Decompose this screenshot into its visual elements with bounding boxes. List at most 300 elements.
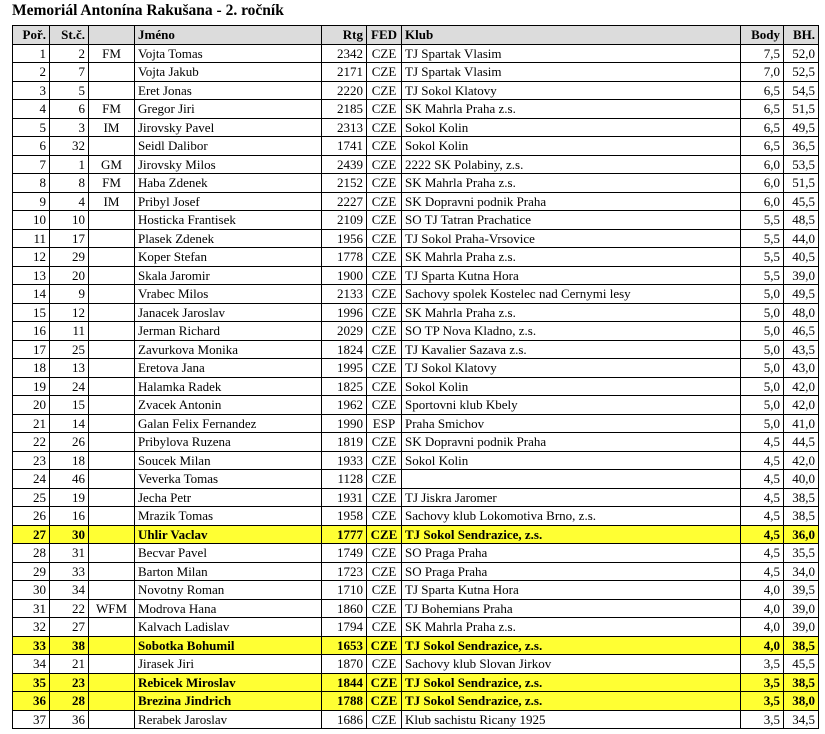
- points-cell: 4,0: [741, 636, 784, 655]
- table-row: [13, 81, 819, 100]
- standings-table: [12, 25, 819, 729]
- buchholz-cell: 43,0: [784, 359, 819, 378]
- start-number-cell: 19: [50, 488, 89, 507]
- points-cell: 6,5: [741, 118, 784, 137]
- rating-cell: 1931: [322, 488, 367, 507]
- start-number-cell: 28: [50, 692, 89, 711]
- federation-cell: CZE: [367, 100, 402, 119]
- start-number-cell: 9: [50, 285, 89, 304]
- player-name-cell: Rerabek Jaroslav: [135, 710, 322, 729]
- club-cell: Klub sachistu Ricany 1925: [402, 710, 741, 729]
- buchholz-cell: 34,0: [784, 562, 819, 581]
- player-name-cell: Uhlir Vaclav: [135, 525, 322, 544]
- title-cell: IM: [89, 192, 135, 211]
- points-cell: 4,5: [741, 451, 784, 470]
- federation-cell: CZE: [367, 488, 402, 507]
- table-row: [13, 692, 819, 711]
- rating-cell: 1900: [322, 266, 367, 285]
- club-cell: TJ Sokol Klatovy: [402, 81, 741, 100]
- table-row: [13, 470, 819, 489]
- rank-cell: 33: [13, 636, 50, 655]
- club-cell: TJ Sparta Kutna Hora: [402, 581, 741, 600]
- points-cell: 4,5: [741, 544, 784, 563]
- buchholz-cell: 38,5: [784, 636, 819, 655]
- points-cell: 6,5: [741, 100, 784, 119]
- start-number-cell: 27: [50, 618, 89, 637]
- rank-cell: 37: [13, 710, 50, 729]
- points-cell: 4,5: [741, 488, 784, 507]
- federation-cell: CZE: [367, 174, 402, 193]
- federation-cell: CZE: [367, 507, 402, 526]
- rating-cell: 1741: [322, 137, 367, 156]
- table-row: [13, 433, 819, 452]
- title-cell: [89, 655, 135, 674]
- start-number-cell: 20: [50, 266, 89, 285]
- rank-cell: 2: [13, 63, 50, 82]
- title-cell: [89, 433, 135, 452]
- club-cell: Sportovni klub Kbely: [402, 396, 741, 415]
- table-row: [13, 710, 819, 729]
- club-cell: [402, 470, 741, 489]
- title-cell: [89, 359, 135, 378]
- points-cell: 5,0: [741, 396, 784, 415]
- federation-cell: CZE: [367, 229, 402, 248]
- federation-cell: CZE: [367, 303, 402, 322]
- federation-cell: CZE: [367, 63, 402, 82]
- player-name-cell: Jerman Richard: [135, 322, 322, 341]
- federation-cell: CZE: [367, 340, 402, 359]
- rating-cell: 2342: [322, 44, 367, 63]
- table-row: [13, 414, 819, 433]
- buchholz-cell: 45,5: [784, 192, 819, 211]
- start-number-cell: 34: [50, 581, 89, 600]
- federation-cell: CZE: [367, 81, 402, 100]
- page-title: Memoriál Antonína Rakušana - 2. ročník: [12, 2, 284, 19]
- title-cell: [89, 211, 135, 230]
- rating-cell: 2185: [322, 100, 367, 119]
- start-number-cell: 31: [50, 544, 89, 563]
- rating-cell: 2439: [322, 155, 367, 174]
- start-number-cell: 7: [50, 63, 89, 82]
- buchholz-cell: 38,5: [784, 488, 819, 507]
- rating-cell: 1128: [322, 470, 367, 489]
- start-number-cell: 15: [50, 396, 89, 415]
- rank-cell: 5: [13, 118, 50, 137]
- club-cell: TJ Sokol Sendrazice, z.s.: [402, 692, 741, 711]
- federation-cell: CZE: [367, 377, 402, 396]
- rank-cell: 3: [13, 81, 50, 100]
- player-name-cell: Sobotka Bohumil: [135, 636, 322, 655]
- table-row: [13, 229, 819, 248]
- player-name-cell: Halamka Radek: [135, 377, 322, 396]
- points-cell: 4,0: [741, 618, 784, 637]
- title-cell: [89, 692, 135, 711]
- rating-cell: 1996: [322, 303, 367, 322]
- player-name-cell: Skala Jaromir: [135, 266, 322, 285]
- rating-cell: 1723: [322, 562, 367, 581]
- rating-cell: 1824: [322, 340, 367, 359]
- rank-cell: 30: [13, 581, 50, 600]
- col-header-name: Jméno: [135, 26, 322, 45]
- title-cell: [89, 673, 135, 692]
- table-row: [13, 673, 819, 692]
- title-cell: [89, 377, 135, 396]
- club-cell: Sokol Kolin: [402, 377, 741, 396]
- rating-cell: 1710: [322, 581, 367, 600]
- federation-cell: CZE: [367, 192, 402, 211]
- table-row: [13, 63, 819, 82]
- buchholz-cell: 48,5: [784, 211, 819, 230]
- club-cell: TJ Jiskra Jaromer: [402, 488, 741, 507]
- title-cell: FM: [89, 100, 135, 119]
- buchholz-cell: 54,5: [784, 81, 819, 100]
- club-cell: SK Mahrla Praha z.s.: [402, 303, 741, 322]
- table-row: [13, 655, 819, 674]
- player-name-cell: Eretova Jana: [135, 359, 322, 378]
- club-cell: TJ Bohemians Praha: [402, 599, 741, 618]
- club-cell: TJ Sokol Sendrazice, z.s.: [402, 673, 741, 692]
- start-number-cell: 5: [50, 81, 89, 100]
- club-cell: SK Dopravni podnik Praha: [402, 192, 741, 211]
- title-cell: FM: [89, 174, 135, 193]
- points-cell: 6,0: [741, 174, 784, 193]
- buchholz-cell: 48,0: [784, 303, 819, 322]
- start-number-cell: 13: [50, 359, 89, 378]
- table-row: [13, 507, 819, 526]
- club-cell: SK Mahrla Praha z.s.: [402, 618, 741, 637]
- club-cell: TJ Kavalier Sazava z.s.: [402, 340, 741, 359]
- rank-cell: 21: [13, 414, 50, 433]
- rating-cell: 2029: [322, 322, 367, 341]
- rank-cell: 20: [13, 396, 50, 415]
- col-header-start-number: St.č.: [50, 26, 89, 45]
- start-number-cell: 23: [50, 673, 89, 692]
- points-cell: 7,0: [741, 63, 784, 82]
- title-cell: [89, 581, 135, 600]
- club-cell: Sokol Kolin: [402, 118, 741, 137]
- player-name-cell: Pribyl Josef: [135, 192, 322, 211]
- points-cell: 5,0: [741, 377, 784, 396]
- start-number-cell: 25: [50, 340, 89, 359]
- rating-cell: 1844: [322, 673, 367, 692]
- title-cell: [89, 248, 135, 267]
- points-cell: 5,5: [741, 211, 784, 230]
- table-row: [13, 174, 819, 193]
- rank-cell: 32: [13, 618, 50, 637]
- points-cell: 3,5: [741, 673, 784, 692]
- start-number-cell: 38: [50, 636, 89, 655]
- rating-cell: 1958: [322, 507, 367, 526]
- rank-cell: 10: [13, 211, 50, 230]
- start-number-cell: 2: [50, 44, 89, 63]
- club-cell: TJ Sokol Sendrazice, z.s.: [402, 525, 741, 544]
- rank-cell: 13: [13, 266, 50, 285]
- points-cell: 5,0: [741, 322, 784, 341]
- player-name-cell: Seidl Dalibor: [135, 137, 322, 156]
- rating-cell: 1956: [322, 229, 367, 248]
- start-number-cell: 11: [50, 322, 89, 341]
- rating-cell: 1749: [322, 544, 367, 563]
- federation-cell: CZE: [367, 636, 402, 655]
- title-cell: FM: [89, 44, 135, 63]
- buchholz-cell: 51,5: [784, 100, 819, 119]
- buchholz-cell: 42,0: [784, 396, 819, 415]
- federation-cell: CZE: [367, 155, 402, 174]
- table-row: [13, 303, 819, 322]
- rank-cell: 31: [13, 599, 50, 618]
- title-cell: [89, 340, 135, 359]
- federation-cell: CZE: [367, 433, 402, 452]
- table-row: [13, 451, 819, 470]
- start-number-cell: 32: [50, 137, 89, 156]
- start-number-cell: 24: [50, 377, 89, 396]
- start-number-cell: 6: [50, 100, 89, 119]
- player-name-cell: Soucek Milan: [135, 451, 322, 470]
- club-cell: Praha Smichov: [402, 414, 741, 433]
- federation-cell: CZE: [367, 581, 402, 600]
- start-number-cell: 3: [50, 118, 89, 137]
- points-cell: 6,0: [741, 155, 784, 174]
- player-name-cell: Mrazik Tomas: [135, 507, 322, 526]
- federation-cell: CZE: [367, 248, 402, 267]
- rating-cell: 1788: [322, 692, 367, 711]
- player-name-cell: Eret Jonas: [135, 81, 322, 100]
- points-cell: 6,0: [741, 192, 784, 211]
- federation-cell: CZE: [367, 544, 402, 563]
- rating-cell: 1860: [322, 599, 367, 618]
- buchholz-cell: 42,0: [784, 377, 819, 396]
- rating-cell: 2171: [322, 63, 367, 82]
- buchholz-cell: 39,0: [784, 618, 819, 637]
- buchholz-cell: 38,5: [784, 507, 819, 526]
- federation-cell: CZE: [367, 211, 402, 230]
- buchholz-cell: 40,0: [784, 470, 819, 489]
- start-number-cell: 33: [50, 562, 89, 581]
- table-row: [13, 118, 819, 137]
- points-cell: 4,5: [741, 470, 784, 489]
- buchholz-cell: 41,0: [784, 414, 819, 433]
- player-name-cell: Janacek Jaroslav: [135, 303, 322, 322]
- federation-cell: CZE: [367, 266, 402, 285]
- title-cell: WFM: [89, 599, 135, 618]
- rank-cell: 29: [13, 562, 50, 581]
- rank-cell: 35: [13, 673, 50, 692]
- player-name-cell: Jirasek Jiri: [135, 655, 322, 674]
- player-name-cell: Zavurkova Monika: [135, 340, 322, 359]
- player-name-cell: Jecha Petr: [135, 488, 322, 507]
- buchholz-cell: 35,5: [784, 544, 819, 563]
- points-cell: 4,0: [741, 581, 784, 600]
- start-number-cell: 1: [50, 155, 89, 174]
- start-number-cell: 21: [50, 655, 89, 674]
- title-cell: [89, 710, 135, 729]
- rank-cell: 19: [13, 377, 50, 396]
- points-cell: 4,5: [741, 562, 784, 581]
- player-name-cell: Vrabec Milos: [135, 285, 322, 304]
- table-row: [13, 248, 819, 267]
- start-number-cell: 14: [50, 414, 89, 433]
- rating-cell: 1777: [322, 525, 367, 544]
- rank-cell: 4: [13, 100, 50, 119]
- title-cell: GM: [89, 155, 135, 174]
- title-cell: [89, 63, 135, 82]
- title-cell: [89, 470, 135, 489]
- points-cell: 7,5: [741, 44, 784, 63]
- start-number-cell: 16: [50, 507, 89, 526]
- player-name-cell: Becvar Pavel: [135, 544, 322, 563]
- federation-cell: CZE: [367, 692, 402, 711]
- points-cell: 5,5: [741, 248, 784, 267]
- player-name-cell: Galan Felix Fernandez: [135, 414, 322, 433]
- club-cell: Sachovy spolek Kostelec nad Cernymi lesy: [402, 285, 741, 304]
- start-number-cell: 18: [50, 451, 89, 470]
- table-row: [13, 340, 819, 359]
- start-number-cell: 29: [50, 248, 89, 267]
- points-cell: 3,5: [741, 710, 784, 729]
- title-cell: [89, 229, 135, 248]
- player-name-cell: Koper Stefan: [135, 248, 322, 267]
- table-row: [13, 636, 819, 655]
- federation-cell: CZE: [367, 673, 402, 692]
- rank-cell: 28: [13, 544, 50, 563]
- title-cell: [89, 525, 135, 544]
- points-cell: 5,0: [741, 303, 784, 322]
- points-cell: 5,0: [741, 359, 784, 378]
- col-header-federation: FED: [367, 26, 402, 45]
- rating-cell: 1778: [322, 248, 367, 267]
- title-cell: IM: [89, 118, 135, 137]
- buchholz-cell: 44,5: [784, 433, 819, 452]
- table-row: [13, 562, 819, 581]
- club-cell: TJ Sokol Klatovy: [402, 359, 741, 378]
- start-number-cell: 10: [50, 211, 89, 230]
- player-name-cell: Brezina Jindrich: [135, 692, 322, 711]
- club-cell: TJ Spartak Vlasim: [402, 44, 741, 63]
- points-cell: 4,5: [741, 433, 784, 452]
- rank-cell: 25: [13, 488, 50, 507]
- buchholz-cell: 39,0: [784, 599, 819, 618]
- player-name-cell: Hosticka Frantisek: [135, 211, 322, 230]
- rating-cell: 1962: [322, 396, 367, 415]
- federation-cell: CZE: [367, 359, 402, 378]
- rating-cell: 1870: [322, 655, 367, 674]
- rank-cell: 34: [13, 655, 50, 674]
- col-header-rank: Poř.: [13, 26, 50, 45]
- rank-cell: 22: [13, 433, 50, 452]
- buchholz-cell: 45,5: [784, 655, 819, 674]
- rank-cell: 11: [13, 229, 50, 248]
- table-row: [13, 100, 819, 119]
- start-number-cell: 8: [50, 174, 89, 193]
- standings-body: [13, 44, 819, 729]
- title-cell: [89, 562, 135, 581]
- rating-cell: 1819: [322, 433, 367, 452]
- federation-cell: CZE: [367, 470, 402, 489]
- federation-cell: CZE: [367, 322, 402, 341]
- title-cell: [89, 414, 135, 433]
- table-row: [13, 544, 819, 563]
- player-name-cell: Rebicek Miroslav: [135, 673, 322, 692]
- points-cell: 3,5: [741, 655, 784, 674]
- table-row: [13, 322, 819, 341]
- rank-cell: 27: [13, 525, 50, 544]
- rating-cell: 1825: [322, 377, 367, 396]
- rank-cell: 8: [13, 174, 50, 193]
- rating-cell: 2227: [322, 192, 367, 211]
- table-row: [13, 377, 819, 396]
- club-cell: SO TP Nova Kladno, z.s.: [402, 322, 741, 341]
- rank-cell: 15: [13, 303, 50, 322]
- club-cell: TJ Sparta Kutna Hora: [402, 266, 741, 285]
- table-row: [13, 599, 819, 618]
- rating-cell: 2109: [322, 211, 367, 230]
- table-row: [13, 618, 819, 637]
- rank-cell: 1: [13, 44, 50, 63]
- rating-cell: 1653: [322, 636, 367, 655]
- player-name-cell: Novotny Roman: [135, 581, 322, 600]
- table-row: [13, 359, 819, 378]
- federation-cell: ESP: [367, 414, 402, 433]
- buchholz-cell: 49,5: [784, 118, 819, 137]
- title-cell: [89, 507, 135, 526]
- player-name-cell: Barton Milan: [135, 562, 322, 581]
- rank-cell: 26: [13, 507, 50, 526]
- player-name-cell: Gregor Jiri: [135, 100, 322, 119]
- player-name-cell: Jirovsky Pavel: [135, 118, 322, 137]
- club-cell: SO Praga Praha: [402, 544, 741, 563]
- buchholz-cell: 46,5: [784, 322, 819, 341]
- player-name-cell: Haba Zdenek: [135, 174, 322, 193]
- points-cell: 5,0: [741, 414, 784, 433]
- federation-cell: CZE: [367, 451, 402, 470]
- rank-cell: 9: [13, 192, 50, 211]
- table-row: [13, 285, 819, 304]
- club-cell: Sachovy klub Slovan Jirkov: [402, 655, 741, 674]
- start-number-cell: 30: [50, 525, 89, 544]
- rank-cell: 7: [13, 155, 50, 174]
- club-cell: SO Praga Praha: [402, 562, 741, 581]
- player-name-cell: Modrova Hana: [135, 599, 322, 618]
- club-cell: SK Mahrla Praha z.s.: [402, 248, 741, 267]
- player-name-cell: Veverka Tomas: [135, 470, 322, 489]
- title-cell: [89, 285, 135, 304]
- rank-cell: 14: [13, 285, 50, 304]
- buchholz-cell: 43,5: [784, 340, 819, 359]
- club-cell: SK Mahrla Praha z.s.: [402, 174, 741, 193]
- buchholz-cell: 36,5: [784, 137, 819, 156]
- player-name-cell: Kalvach Ladislav: [135, 618, 322, 637]
- player-name-cell: Zvacek Antonin: [135, 396, 322, 415]
- points-cell: 4,0: [741, 599, 784, 618]
- club-cell: Sachovy klub Lokomotiva Brno, z.s.: [402, 507, 741, 526]
- buchholz-cell: 51,5: [784, 174, 819, 193]
- federation-cell: CZE: [367, 525, 402, 544]
- rank-cell: 24: [13, 470, 50, 489]
- club-cell: 2222 SK Polabiny, z.s.: [402, 155, 741, 174]
- club-cell: TJ Spartak Vlasim: [402, 63, 741, 82]
- start-number-cell: 46: [50, 470, 89, 489]
- buchholz-cell: 49,5: [784, 285, 819, 304]
- rating-cell: 1794: [322, 618, 367, 637]
- club-cell: SK Dopravni podnik Praha: [402, 433, 741, 452]
- col-header-points: Body: [741, 26, 784, 45]
- table-row: [13, 525, 819, 544]
- points-cell: 3,5: [741, 692, 784, 711]
- title-cell: [89, 322, 135, 341]
- rank-cell: 23: [13, 451, 50, 470]
- rating-cell: 1995: [322, 359, 367, 378]
- points-cell: 5,5: [741, 229, 784, 248]
